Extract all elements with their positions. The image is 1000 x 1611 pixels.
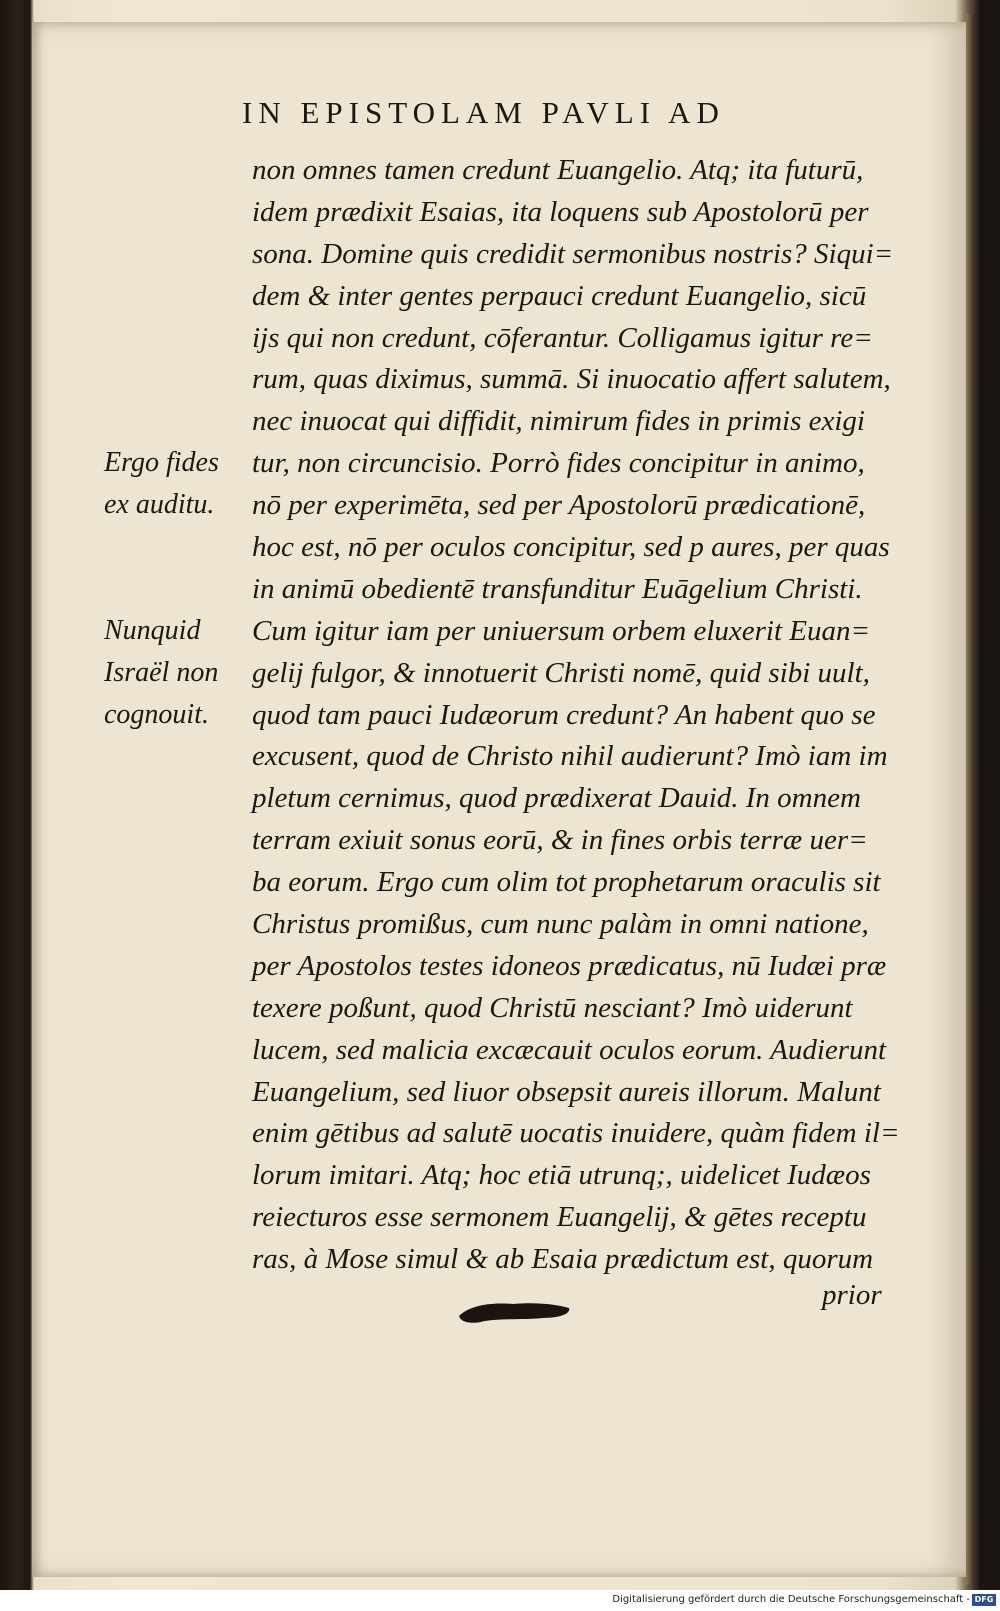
text-line: nec inuocat qui diffidit, nimirum fides in primis exigi xyxy=(252,405,865,438)
body-text xyxy=(252,150,912,1281)
text-line: dem & inter gentes perpauci credunt Euangelio, sicū xyxy=(252,279,867,312)
text-line: quod tam pauci Iudæorum credunt? An habent quo se xyxy=(252,698,876,731)
marginal-note-line: Nunquid xyxy=(104,615,201,646)
text-line: Cum igitur iam per uniuersum orbem eluxerit Euan= xyxy=(252,614,871,647)
text-line: sona. Domine quis credidit sermonibus nostris? Siqui= xyxy=(252,237,894,270)
marginal-note-ergo-fides xyxy=(104,442,244,526)
text-line: ba eorum. Ergo cum olim tot prophetarum oraculis sit xyxy=(252,866,881,899)
text-line: Euangelium, sed liuor obsepsit aureis illorum. Malunt xyxy=(252,1075,881,1108)
text-line: gelij fulgor, & innotuerit Christi nomē, quid sibi uult, xyxy=(252,656,870,689)
text-line: texere poßunt, quod Christū nesciant? Imò uiderunt xyxy=(252,991,853,1024)
page-edge xyxy=(966,14,974,1584)
text-line: nō per experimēta, sed per Apostolorū prædicationē, xyxy=(252,489,866,522)
text-line: enim gētibus ad salutē uocatis inuidere, quàm fidem il= xyxy=(252,1117,900,1150)
dfg-logo: DFG xyxy=(972,1594,996,1606)
text-line: Christus promißus, cum nunc palàm in omni natione, xyxy=(252,908,869,941)
marginal-note-line: ex auditu. xyxy=(104,488,215,520)
marginal-note-line: cognouit. xyxy=(104,698,209,730)
marginal-note-line: Israël non xyxy=(104,656,219,688)
text-line: idem prædixit Esaias, ita loquens sub Apostolorū per xyxy=(252,195,869,228)
text-line: tur, non circuncisio. Porrò fides concipitur in animo, xyxy=(252,447,865,480)
marginal-note-nunquid xyxy=(104,610,244,736)
catchword: prior xyxy=(822,1279,882,1311)
text-line: hoc est, nō per oculos concipitur, sed p aures, per quas xyxy=(252,531,890,564)
running-head: IN EPISTOLAM PAVLI AD xyxy=(242,95,725,130)
text-line: reiecturos esse sermonem Euangelij, & gētes receptu xyxy=(252,1201,867,1234)
text-line: lucem, sed malicia excæcauit oculos eorum. Audierunt xyxy=(252,1033,887,1066)
text-line: non omnes tamen credunt Euangelio. Atq; ita futurū, xyxy=(252,154,864,186)
ink-blot-mark xyxy=(455,1296,573,1326)
text-line: excusent, quod de Christo nihil audierunt? Imò iam im xyxy=(252,740,888,773)
text-line: ijs qui non credunt, cōferantur. Colligamus igitur re= xyxy=(252,321,873,354)
text-line: terram exiuit sonus eorū, & in fines orbis terræ uer= xyxy=(252,824,868,857)
text-line: pletum cernimus, quod prædixerat Dauid. In omnem xyxy=(252,782,861,815)
footer-credit: Digitalisierung gefördert durch die Deutsche Forschungsgemeinschaft - xyxy=(612,1594,970,1605)
text-line: in animū obedientē transfunditur Euāgelium Christi. xyxy=(252,572,863,605)
text-line: ras, à Mose simul & ab Esaia prædictum est, quorum xyxy=(252,1243,874,1276)
marginal-note-line: Ergo fides xyxy=(104,447,219,478)
text-line: lorum imitari. Atq; hoc etiā utrunq;, uidelicet Iudæos xyxy=(252,1159,871,1192)
text-line: per Apostolos testes idoneos prædicatus, nū Iudæi præ xyxy=(252,949,887,982)
text-line: rum, quas diximus, summā. Si inuocatio affert salutem, xyxy=(252,363,891,396)
